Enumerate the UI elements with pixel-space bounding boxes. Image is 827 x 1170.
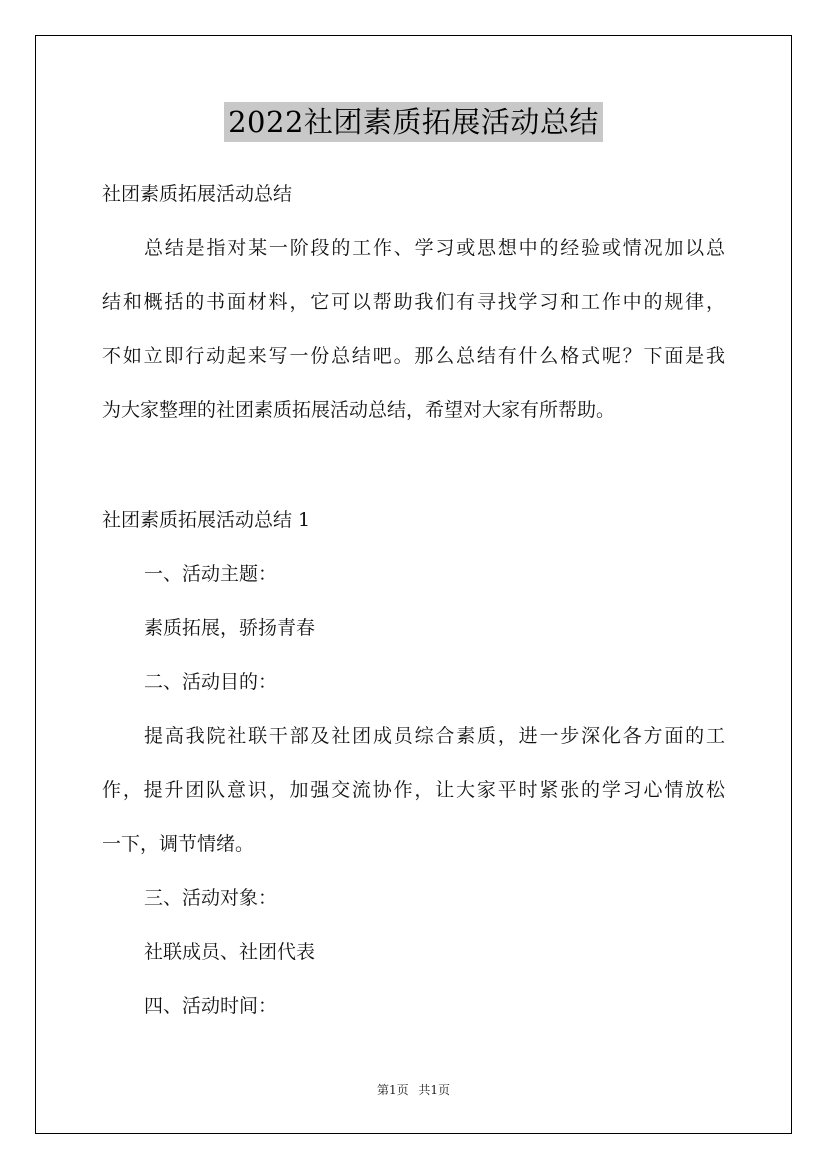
purpose-line-3: 一下，调节情绪。 [102, 833, 255, 855]
page-current: 第1页 [376, 1083, 409, 1097]
section-heading: 社团素质拓展活动总结 1 [102, 509, 311, 531]
theme-value: 素质拓展，骄扬青春 [144, 617, 316, 639]
target-value: 社联成员、社团代表 [144, 941, 316, 963]
title-container [0, 102, 827, 142]
document-subtitle: 社团素质拓展活动总结 [102, 183, 293, 205]
intro-line-2: 结和概括的书面材料，它可以帮助我们有寻找学习和工作中的规律， [102, 291, 725, 313]
purpose-line-1: 提高我院社联干部及社团成员综合素质，进一步深化各方面的工 [144, 725, 725, 747]
intro-line-1: 总结是指对某一阶段的工作、学习或思想中的经验或情况加以总 [144, 237, 725, 259]
theme-label: 一、活动主题： [144, 563, 278, 585]
intro-line-3: 不如立即行动起来写一份总结吧。那么总结有什么格式呢？下面是我 [102, 345, 725, 367]
purpose-label: 二、活动目的： [144, 671, 278, 693]
page-total: 共1页 [418, 1083, 451, 1097]
time-label: 四、活动时间： [144, 995, 278, 1017]
intro-line-4: 为大家整理的社团素质拓展活动总结，希望对大家有所帮助。 [102, 399, 616, 421]
page-footer [0, 1082, 827, 1098]
target-label: 三、活动对象： [144, 887, 278, 909]
document-title: 2022社团素质拓展活动总结 [224, 102, 603, 142]
purpose-line-2: 作，提升团队意识，加强交流协作，让大家平时紧张的学习心情放松 [102, 779, 725, 801]
